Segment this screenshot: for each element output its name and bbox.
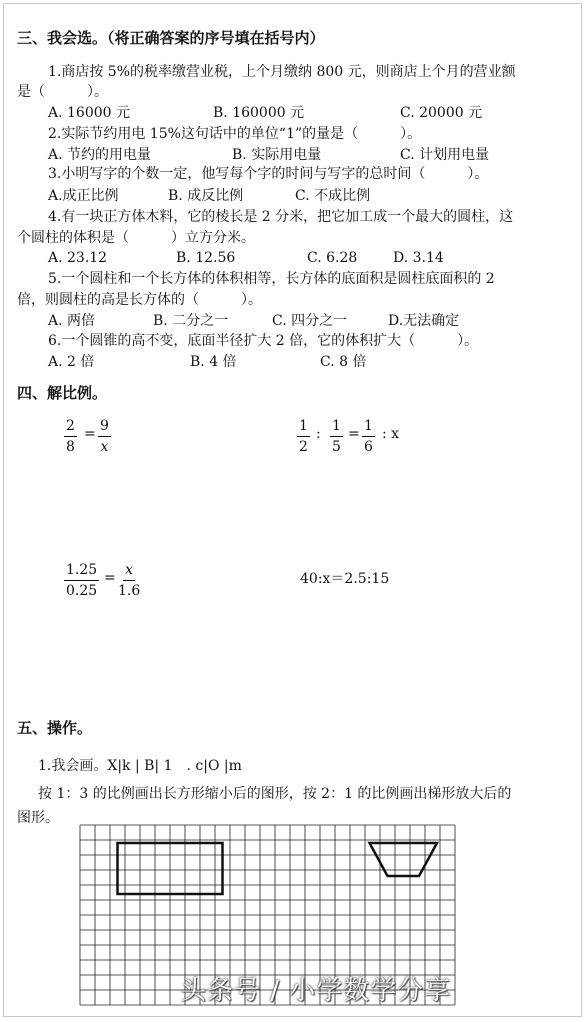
q1-option-b: B. 160000 元: [213, 105, 305, 121]
sub-question-1: 1.我会画。X|k | B| 1 . c|O |m: [38, 758, 242, 774]
q6-option-c: C. 8 倍: [320, 354, 367, 370]
eq1-numerator-right: 9: [98, 418, 111, 437]
eq3-numerator-right: x: [123, 562, 135, 581]
eq1-denominator-left: 8: [66, 439, 75, 455]
instruction-line2: 图形。: [17, 810, 59, 826]
q5-line2: 倍，则圆柱的高是长方体的（ ）。: [17, 292, 262, 308]
eq2-denominator-1: 2: [299, 439, 308, 455]
eq2-numerator-1: 1: [297, 418, 310, 437]
eq3-denominator-right: 1.6: [118, 583, 141, 599]
section-3-title: 三、我会选。（将正确答案的序号填在括号内）: [17, 29, 325, 47]
q6-option-b: B. 4 倍: [190, 354, 237, 370]
q3-option-c: C. 不成比例: [295, 188, 371, 204]
q4-option-a: A. 23.12: [48, 250, 108, 266]
q2-line1: 2.实际节约用电 15%这句话中的单位“1”的量是（ ）。: [48, 126, 422, 142]
eq2-numerator-2: 1: [330, 418, 343, 437]
q6-line1: 6.一个圆锥的高不变，底面半径扩大 2 倍，它的体积扩大（ ）。: [48, 333, 479, 349]
section-5-title: 五、操作。: [17, 719, 93, 737]
q4-line2: 个圆柱的体积是（ ）立方分米。: [17, 230, 255, 246]
eq4-equation: 40:x＝2.5:15: [300, 571, 390, 587]
q4-option-b: B. 12.56: [176, 250, 236, 266]
section-4-title: 四、解比例。: [17, 384, 108, 402]
eq3-equals: =: [104, 570, 116, 586]
eq2-equals: =: [348, 426, 360, 442]
q2-option-b: B. 实际用电量: [232, 147, 322, 163]
eq2-denominator-2: 5: [332, 439, 341, 455]
watermark: 头条号 / 小学数学分享: [180, 976, 452, 1006]
eq3-denominator-left: 0.25: [66, 583, 98, 599]
instruction-line1: 按 1：3 的比例画出长方形缩小后的图形，按 2：1 的比例画出梯形放大后的: [38, 786, 512, 802]
eq2-colon-1: :: [316, 426, 321, 442]
q4-option-d: D. 3.14: [393, 250, 444, 266]
eq2-denominator-3: 6: [364, 439, 373, 455]
q2-option-a: A. 节约的用电量: [48, 147, 152, 163]
eq1-denominator-right: x: [100, 439, 109, 455]
eq1-numerator-left: 2: [64, 418, 77, 437]
eq2-numerator-3: 1: [362, 418, 375, 437]
q5-line1: 5.一个圆柱和一个长方体的体积相等，长方体的底面积是圆柱底面积的 2: [48, 271, 495, 287]
q1-line2: 是（ ）。: [17, 84, 108, 100]
q4-line1: 4.有一块正方体木料，它的棱长是 2 分米，把它加工成一个最大的圆柱，这: [48, 209, 514, 225]
q1-line1: 1.商店按 5%的税率缴营业税，上个月缴纳 800 元，则商店上个月的营业额: [48, 64, 516, 80]
q5-option-a: A. 两倍: [48, 313, 96, 329]
eq1-equals: =: [84, 426, 96, 442]
q3-option-a: A.成正比例: [48, 188, 119, 204]
q5-option-c: C. 四分之一: [272, 313, 348, 329]
q4-option-c: C. 6.28: [307, 250, 358, 266]
q1-option-a: A. 16000 元: [48, 105, 130, 121]
q3-option-b: B. 成反比例: [168, 188, 244, 204]
q5-option-b: B. 二分之一: [153, 313, 229, 329]
eq3-numerator-left: 1.25: [64, 562, 99, 581]
q1-option-c: C. 20000 元: [400, 105, 483, 121]
q5-option-d: D.无法确定: [388, 313, 460, 329]
q3-line1: 3.小明写字的个数一定，他写每个字的时间与写字的总时间（ ）。: [48, 166, 489, 182]
eq2-tail: : x: [382, 426, 400, 442]
q2-option-c: C. 计划用电量: [400, 147, 490, 163]
q6-option-a: A. 2 倍: [48, 354, 95, 370]
